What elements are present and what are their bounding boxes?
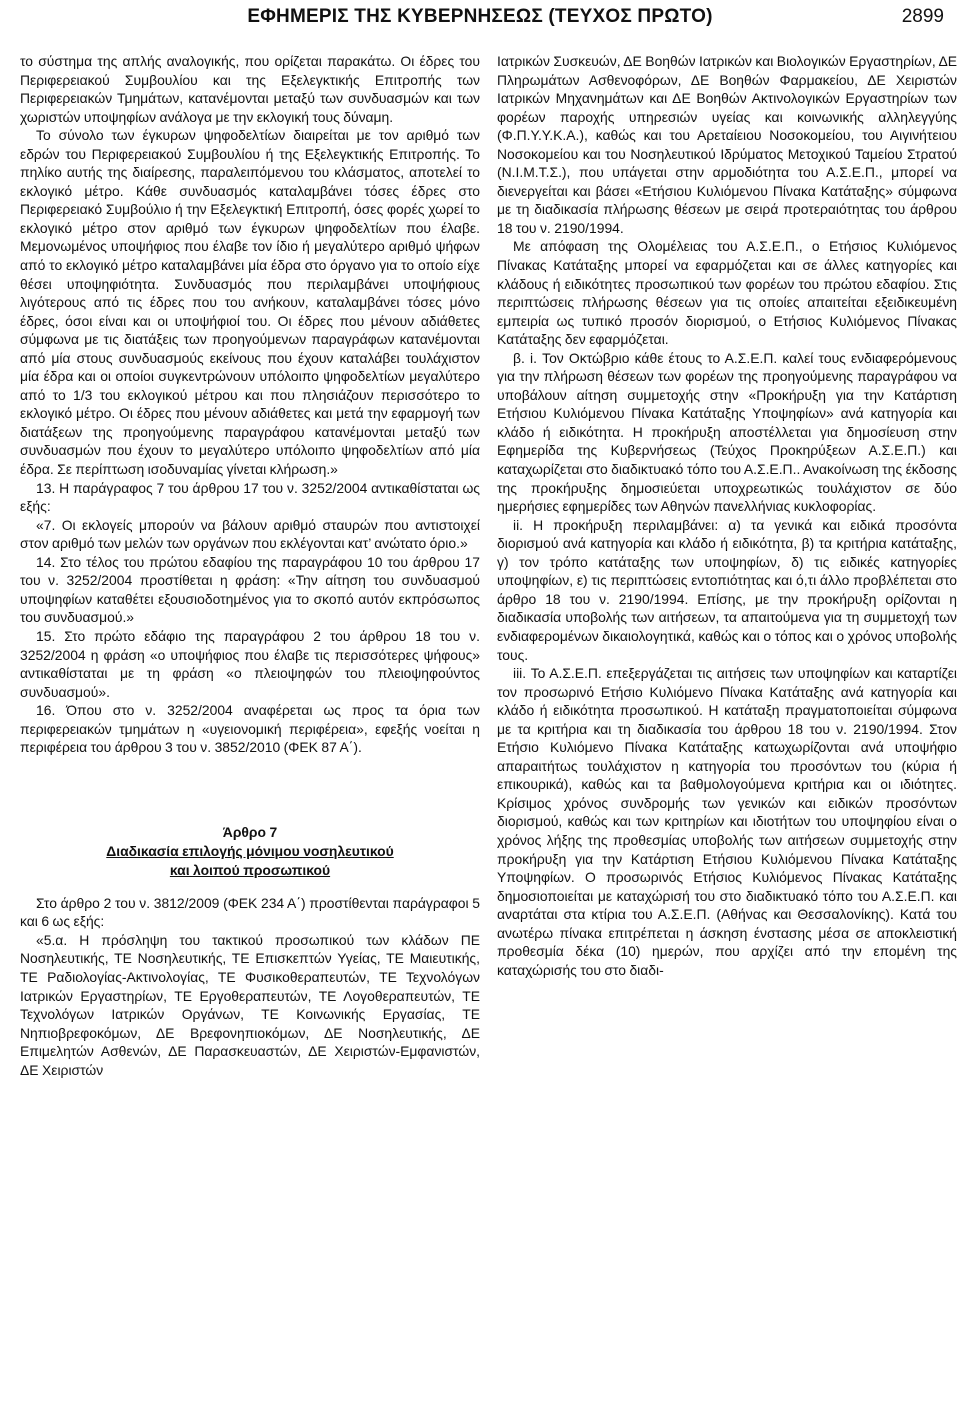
paragraph: ii. Η προκήρυξη περιλαμβάνει: α) τα γενικά και ειδικά προσόντα διορισμού ανά κατηγορία και κλάδο ή ειδικότητα, β) τα κριτήρια κατάταξης, γ) τον τρόπο κατάταξης των υποψηφίων, δ) τις ειδικές κατηγορίες υποψηφίων, ε) τις περιπτώσεις εντοπιότητας και ό,τι άλλο προβλέπεται στο άρθρο 18 του ν. 2190/1994. Επίσης, με την προκήρυξη ορίζονται η διαδικασία υποβολής των αιτήσεων, τα απαιτούμενα για τη συμμετοχή των ενδιαφερομένων δικαιολογητικά, καθώς και ο τόπος και ο χρόνος υποβολής τους. [497,516,957,663]
left-column [20,52,480,1079]
paragraph: «7. Οι εκλογείς μπορούν να βάλουν αριθμό σταυρών που αντιστοιχεί στον αριθμό των μελών των οργάνων που εκλέγονται κατ’ ανώτατο όριο.» [20,516,480,552]
paragraph: 15. Στο πρώτο εδάφιο της παραγράφου 2 του άρθρου 18 του ν. 3252/2004 η φράση «ο υποψήφιος που έλαβε τις περισσότερες ψήφους» αντικαθίσταται με τη φράση «ο πλειοψηφών του πλειοψηφούντος συνδυασμού». [20,627,480,700]
right-column [497,52,957,979]
article-title-line: Διαδικασία επιλογής μόνιμου νοσηλευτικού [106,842,394,859]
paragraph: το σύστημα της απλής αναλογικής, που ορίζεται παρακάτω. Οι έδρες του Περιφερειακού Συμβουλίου και της Εξελεγκτικής Επιτροπής των Περιφερειακών Τμημάτων, κατανέμονται μεταξύ των συνδυασμών και των χωριστών υποψηφίων ανάλογα με την εκλογική τους δύναμη. [20,53,480,125]
article-title-line: και λοιπού προσωπικού [169,861,331,878]
paragraph: 14. Στο τέλος του πρώτου εδαφίου της παραγράφου 10 του άρθρου 17 του ν. 3252/2004 προστίθεται η φράση: «Την αίτηση του συνδυασμού υποψηφίων καταθέτει εξουσιοδοτημένος για το σκοπό αυτόν εκπρόσωπος του συνδυασμού.» [20,553,480,626]
article-heading [20,823,480,880]
paragraph: Με απόφαση της Ολομέλειας του Α.Σ.Ε.Π., ο Ετήσιος Κυλιόμενος Πίνακας Κατάταξης μπορεί να εφαρμόζεται και σε άλλες κατηγορίες και κλάδους ή ειδικότητες προσωπικού των φορέων του πρώτου εδαφίου. Στις περιπτώσεις πλήρωσης θέσεων για τις οποίες απαιτείται εξειδικευμένη εμπειρία ως τυπικό προσόν διορισμού, ο Ετήσιος Κυλιόμενος Πίνακας Κατάταξης δεν εφαρμόζεται. [497,238,957,348]
page-header [0,6,960,32]
paragraph: iii. Το Α.Σ.Ε.Π. επεξεργάζεται τις αιτήσεις των υποψηφίων και καταρτίζει τον προσωρινό Ετήσιο Κυλιόμενο Πίνακα Κατάταξης ανά κατηγορία και κλάδο ή ειδικότητα προσωπικού. Η κατάταξη πραγματοποιείται σύμφωνα με τα κριτήρια και τη διαδικασία του άρθρου 18 του ν. 2190/1994. Στον Ετήσιο Κυλιόμενο Πίνακα Κατάταξης κατωχωρίζονται ανά υποψήφιο απαραιτήτως τουλάχιστον η κατηγορία του προσόντων του (κύρια ή επικουρικά), καθώς και τα βαθμολογούμενα κριτήρια και οι ιδιότητες. Κρίσιμος χρόνος συνδρομής των γενικών και ειδικών προσόντων διορισμού, καθώς και των κριτηρίων και ιδιοτήτων του υποψηφίου είναι ο χρόνος λήξης της προθεσμίας υποβολής των αιτήσεων συμμετοχής στην προκήρυξη για την Κατάρτιση Ετήσιου Κυλιόμενου Πίνακα Κατάταξης Υποψηφίων. Ο προσωρινός Ετήσιος Κυλιόμενος Πίνακας Κατάταξης δημοσιοποιείται με καταχώρισή του στο διαδικτυακό τόπο του Α.Σ.Ε.Π. και αναρτάται στα κτίρια του Α.Σ.Ε.Π. (Αθήνας και Θεσσαλονίκης). Κατά του ανωτέρω πίνακα επιτρέπεται η άσκηση ένστασης μέσα σε αποκλειστική προθεσμία δέκα (10) ημερών, που αρχίζει από την επομένη της καταχώρισής του στο διαδι- [497,665,957,978]
paragraph: Το σύνολο των έγκυρων ψηφοδελτίων διαιρείται με τον αριθμό των εδρών του Περιφερειακού Συμβουλίου ή της Εξελεγκτικής Επιτροπής. Το πηλίκο αυτής της διαίρεσης, παραλειπόμενου του κλάσματος, αποτελεί το εκλογικό μέτρο. Κάθε συνδυασμός καταλαμβάνει τόσες έδρες στο Περιφερειακό Συμβούλιο ή την Εξελεγκτική Επιτροπή, όσες φορές χωρεί το εκλογικό μέτρο στον αριθμό των έγκυρων ψηφοδελτίων που έλαβε. Μεμονωμένος υποψήφιος που έλαβε τον ίδιο ή μεγαλύτερο αριθμό ψήφων από το εκλογικό μέτρο καταλαμβάνει μία έδρα στο όργανο για το οποίο είχε θέσει υποψηφιότητα. Συνδυασμός που περιλαμβάνει υποψήφιους λιγότερους από τις έδρες που του ανήκουν, καταλαμβάνει τόσες μόνο έδρες, όσοι είναι και οι υποψήφιοί του. Οι έδρες που μένουν αδιάθετες σύμφωνα με τις διατάξεις των προηγούμενων παραγράφων κατανέμονται από μία στους συνδυασμούς εκείνους που έχουν καταλάβει τουλάχιστον μία έδρα και οι οποίοι συγκεντρώνουν υπόλοιπο ψηφοδελτίων μεγαλύτερο από το 1/3 του εκλογικού μέτρου και που πλησιάζουν περισσότερο το εκλογικό μέτρο. Οι έδρες που μένουν αδιάθετες και μετά την εφαρμογή των διατάξεων της προηγούμενης παραγράφου κατανέμονται μεταξύ των συνδυασμών που έχουν το μεγαλύτερο υπόλοιπο ψηφοδελτίων από μία έδρα. Σε περίπτωση ισοδυναμίας γίνεται κλήρωση.» [20,127,480,478]
paragraph: Στο άρθρο 2 του ν. 3812/2009 (ΦΕΚ 234 Α΄) προστίθενται παράγραφοι 5 και 6 ως εξής: [20,894,480,930]
gazette-title: ΕΦΗΜΕΡΙΣ ΤΗΣ ΚΥΒΕΡΝΗΣΕΩΣ (ΤΕΥΧΟΣ ΠΡΩΤΟ) [247,6,713,27]
page-number: 2899 [901,6,944,27]
paragraph: «5.α. Η πρόσληψη του τακτικού προσωπικού των κλάδων ΠΕ Νοσηλευτικής, ΤΕ Νοσηλευτικής, ΤΕ Επισκεπτών Υγείας, ΤΕ Μαιευτικής, ΤΕ Ραδιολογίας-Ακτινολογίας, ΤΕ Φυσικοθεραπευτών, ΤΕ Τεχνολόγων Ιατρικών Εργαστηρίων, ΤΕ Εργοθεραπευτών, ΤΕ Λογοθεραπευτών, ΤΕ Τεχνολόγων Ιατρικών Οργάνων, ΤΕ Κοινωνικής Εργασίας, ΤΕ Νηπιοβρεφοκόμων, ΔΕ Βρεφονηπιοκόμων, ΔΕ Νοσηλευτικής, ΔΕ Επιμελητών Ασθενών, ΔΕ Παρασκευαστών, ΔΕ Χειριστών-Εμφανιστών, ΔΕ Χειριστών [20,931,480,1078]
paragraph: Ιατρικών Συσκευών, ΔΕ Βοηθών Ιατρικών και Βιολογικών Εργαστηρίων, ΔΕ Πληρωμάτων Ασθενοφόρων, ΔΕ Βοηθών Φαρμακείου, ΔΕ Χειριστών Ιατρικών Μηχανημάτων και ΔΕ Βοηθών Ακτινολογικών Εργαστηρίων των φορέων παροχής υπηρεσιών υγείας και κοινωνικής αλληλεγγύης (Φ.Π.Υ.Υ.Κ.Α.), καθώς και του Αρεταίειου Νοσοκομείου, του Αιγινήτειου Νοσοκομείου και του Νοσηλευτικού Ιδρύματος Μετοχικού Ταμείου Στρατού (Ν.Ι.Μ.Τ.Σ.), που υπάγεται στην αρμοδιότητα του Α.Σ.Ε.Π., μπορεί να διενεργείται και βάσει «Ετήσιου Κυλιόμενου Πίνακα Κατάταξης» σύμφωνα με τη διαδικασία πλήρωσης θέσεων με σειρά προτεραιότητας του άρθρου 18 του ν. 2190/1994. [497,53,957,236]
paragraph: 16. Όπου στο ν. 3252/2004 αναφέρεται ως προς τα όρια των περιφερειακών τμημάτων η «υγειονομική περιφέρεια», εφεξής νοείται η περιφέρεια του άρθρου 3 του ν. 3852/2010 (ΦΕΚ 87 Α΄). [20,702,480,756]
article-number: Άρθρο 7 [222,823,278,840]
paragraph: 13. Η παράγραφος 7 του άρθρου 17 του ν. 3252/2004 αντικαθίσταται ως εξής: [20,479,480,515]
paragraph: β. i. Τον Οκτώβριο κάθε έτους το Α.Σ.Ε.Π. καλεί τους ενδιαφερόμενους για την πλήρωση θέσεων των φορέων της προηγούμενης παραγράφου να υποβάλουν αίτηση συμμετοχής στην «Προκήρυξη για την Κατάρτιση Ετήσιου Κυλιόμενου Πίνακα Κατάταξης Υποψηφίων» ανά κατηγορία και κλάδο ή ειδικότητα. Η προκήρυξη αποστέλλεται για δημοσίευση στην Εφημερίδα της Κυβερνήσεως (Τεύχος Προκηρύξεων Α.Σ.Ε.Π.) και καταχωρίζεται στο διαδικτυακό τόπο του Α.Σ.Ε.Π.. Ανακοίνωση της έκδοσης της προκήρυξης δημοσιεύεται υποχρεωτικώς τουλάχιστον σε δύο ημερήσιες εφημερίδες των Αθηνών πανελλήνιας κυκλοφορίας. [497,349,957,515]
